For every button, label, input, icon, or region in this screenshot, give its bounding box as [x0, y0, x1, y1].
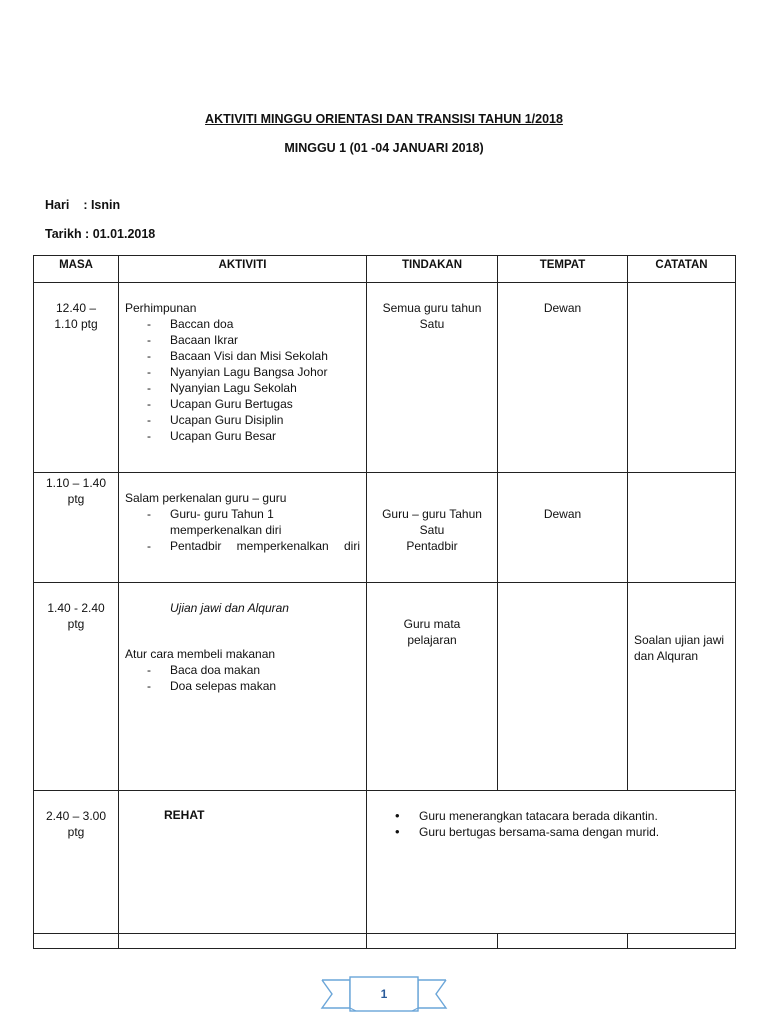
list-item: - Ucapan Guru Disiplin [125, 412, 360, 428]
list-item: - Baccan doa [125, 316, 360, 332]
header-catatan: CATATAN [628, 256, 736, 283]
table-row [34, 473, 736, 583]
activity-heading: Salam perkenalan guru – guru [125, 491, 287, 505]
activity-note-italic: Ujian jawi dan Alquran [170, 601, 289, 615]
masa-cell: 2.40 – 3.00 ptg [34, 791, 119, 934]
table-header-row [34, 256, 736, 283]
activity-list [125, 662, 360, 694]
catatan-cell [628, 283, 736, 473]
list-item: - Bacaan Visi dan Misi Sekolah [125, 348, 360, 364]
header-aktiviti: AKTIVITI [119, 256, 367, 283]
list-item: - Pentadbir memperkenalkan diri [125, 538, 360, 554]
tindakan-cell: Semua guru tahun Satu [367, 283, 498, 473]
catatan-cell: Soalan ujian jawi dan Alquran [628, 583, 736, 791]
page-number-ribbon [320, 972, 448, 1016]
schedule-table [33, 255, 736, 949]
list-item: - Nyanyian Lagu Sekolah [125, 380, 360, 396]
notes-list [367, 808, 735, 840]
rehat-label: REHAT [164, 808, 205, 822]
date-line: Tarikh : 01.01.2018 [45, 227, 156, 241]
list-item: - Nyanyian Lagu Bangsa Johor [125, 364, 360, 380]
table-row [34, 583, 736, 791]
tempat-cell [498, 583, 628, 791]
activity-list [125, 506, 360, 554]
activity-heading: Perhimpunan [125, 301, 197, 315]
document-subtitle: MINGGU 1 (01 -04 JANUARI 2018) [284, 141, 484, 155]
masa-cell: 1.10 – 1.40 ptg [34, 473, 119, 583]
tempat-cell: Dewan [498, 283, 628, 473]
list-item: - Doa selepas makan [125, 678, 360, 694]
list-item: • Guru menerangkan tatacara berada dikantin. [367, 808, 735, 824]
list-item: - Bacaan Ikrar [125, 332, 360, 348]
aktiviti-cell [119, 473, 367, 583]
tempat-cell: Dewan [498, 473, 628, 583]
aktiviti-cell [119, 583, 367, 791]
list-item: - Baca doa makan [125, 662, 360, 678]
table-row-empty [34, 934, 736, 949]
list-item: - Ucapan Guru Bertugas [125, 396, 360, 412]
header-tempat: TEMPAT [498, 256, 628, 283]
activity-list [125, 316, 360, 444]
aktiviti-cell [119, 791, 367, 934]
list-item: • Guru bertugas bersama-sama dengan murid. [367, 824, 735, 840]
list-item: - Ucapan Guru Besar [125, 428, 360, 444]
header-tindakan: TINDAKAN [367, 256, 498, 283]
activity-heading: Atur cara membeli makanan [125, 647, 276, 661]
tindakan-cell: Guru mata pelajaran [367, 583, 498, 791]
tindakan-cell: Guru – guru Tahun Satu Pentadbir [367, 473, 498, 583]
page-number: 1 [380, 987, 388, 1001]
table-row [34, 791, 736, 934]
day-label: Hari [45, 198, 70, 212]
header-masa: MASA [34, 256, 119, 283]
masa-cell: 12.40 – 1.10 ptg [34, 283, 119, 473]
masa-cell: 1.40 - 2.40 ptg [34, 583, 119, 791]
document-title: AKTIVITI MINGGU ORIENTASI DAN TRANSISI TAHUN 1/2018 [205, 112, 563, 126]
day-value: : Isnin [83, 198, 121, 212]
table-row [34, 283, 736, 473]
aktiviti-cell [119, 283, 367, 473]
notes-cell [367, 791, 736, 934]
catatan-cell [628, 473, 736, 583]
list-item: - Guru- guru Tahun 1 memperkenalkan diri [125, 506, 360, 538]
day-line [45, 198, 120, 212]
